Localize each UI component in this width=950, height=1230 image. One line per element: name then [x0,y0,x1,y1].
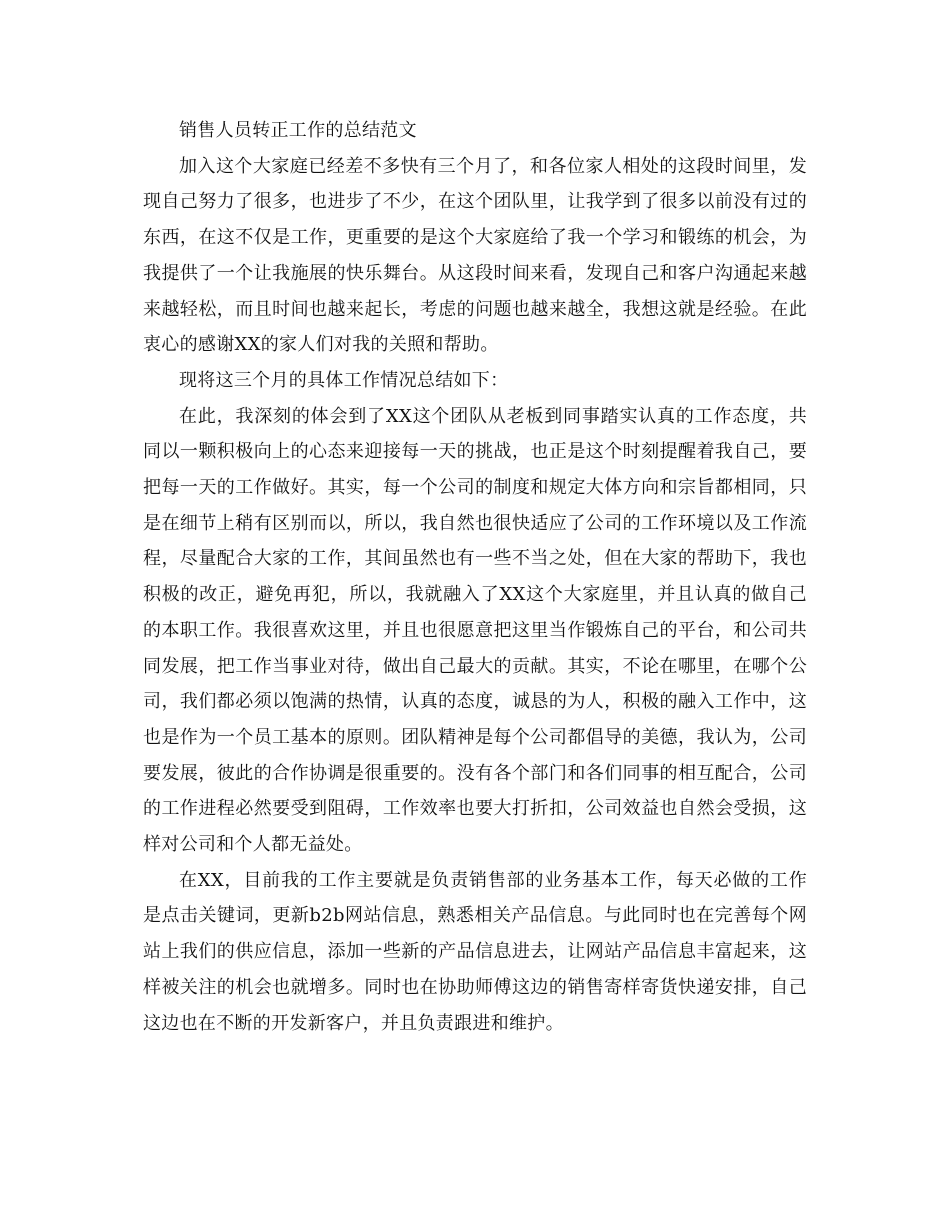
paragraph-team-attitude: 在此，我深刻的体会到了XX这个团队从老板到同事踏实认真的工作态度，共同以一颗积极向上的心态来迎接每一天的挑战，也正是这个时刻提醒着我自己，要把每一天的工作做好。其实，每一个公司的制度和规定大体方向和宗旨都相同，只是在细节上稍有区别而以，所以，我自然也很快适应了公司的工作环境以及工作流程，尽量配合大家的工作，其间虽然也有一些不当之处，但在大家的帮助下，我也积极的改正，避免再犯，所以，我就融入了XX这个大家庭里，并且认真的做自己的本职工作。我很喜欢这里，并且也很愿意把这里当作锻炼自己的平台，和公司共同发展，把工作当事业对待，做出自己最大的贡献。其实，不论在哪里，在哪个公司，我们都必须以饱满的热情，认真的态度，诚恳的为人，积极的融入工作中，这也是作为一个员工基本的原则。团队精神是每个公司都倡导的美德，我认为，公司要发展，彼此的合作协调是很重要的。没有各个部门和各们同事的相互配合，公司的工作进程必然要受到阻碍，工作效率也要大打折扣，公司效益也自然会受损，这样对公司和个人都无益处。 [143,405,807,856]
paragraph-current-work: 在XX，目前我的工作主要就是负责销售部的业务基本工作，每天必做的工作是点击关键词，更新b2b网站信息，熟悉相关产品信息。与此同时也在完善每个网站上我们的供应信息，添加一些新的产品信息进去，让网站产品信息丰富起来，这样被关注的机会也就增多。同时也在协助师傅这边的销售寄样寄货快递安排，自己这边也在不断的开发新客户，并且负责跟进和维护。 [143,869,807,1034]
paragraph-intro: 加入这个大家庭已经差不多快有三个月了，和各位家人相处的这段时间里，发现自己努力了很多，也进步了不少，在这个团队里，让我学到了很多以前没有过的东西，在这不仅是工作，更重要的是这个大家庭给了我一个学习和锻练的机会，为我提供了一个让我施展的快乐舞台。从这段时间来看，发现自己和客户沟通起来越来越轻松，而且时间也越来起长，考虑的问题也越来越全，我想这就是经验。在此衷心的感谢XX的家人们对我的关照和帮助。 [143,155,807,356]
document-body [143,113,807,1041]
paragraph-summary-lead: 现将这三个月的具体工作情况总结如下： [179,369,509,391]
document-title: 销售人员转正工作的总结范文 [179,120,417,141]
